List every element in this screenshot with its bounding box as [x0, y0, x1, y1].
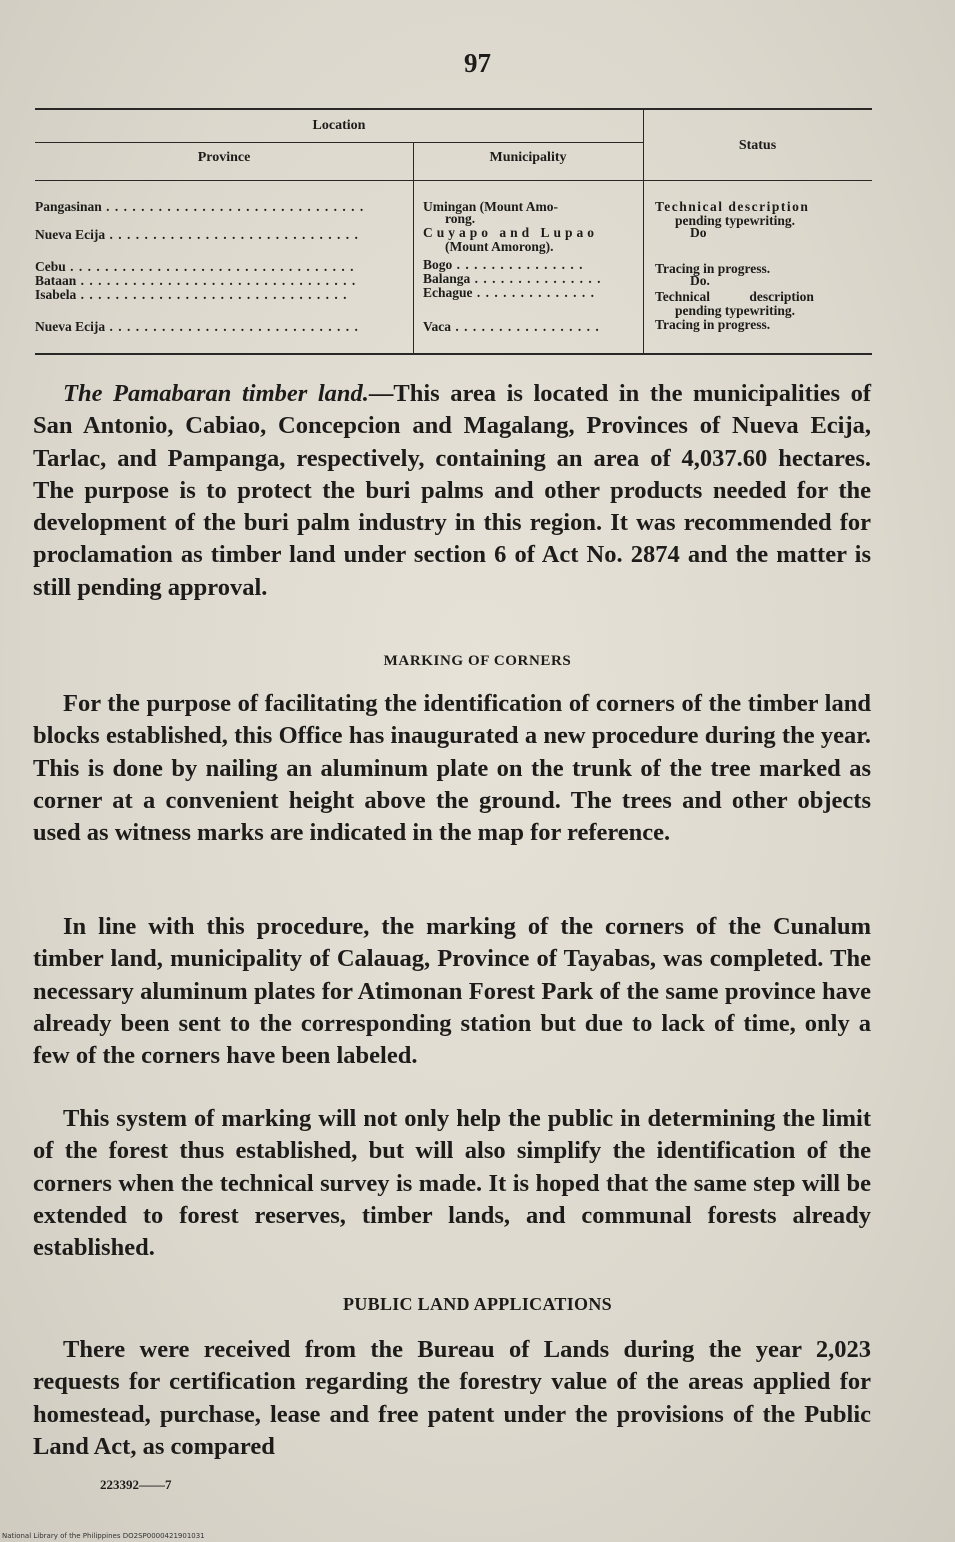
paragraph-body: —This area is located in the municipalities of San Antonio, Cabiao, Concepcion and Magalang, Provinces of Nueva Ecija, Tarlac, and Pampanga, respectively, containing an area of 4,037.60 hectares. The purpose is to protect the buri palms and other products needed for the development of the buri palm industry in this region. It was recommended for proclamation as timber land under section 6 of Act No. 2874 and the matter is still pending approval.	[33, 380, 871, 601]
province-cell: Cebu . . . . . . . . . . . . . . . . . . . . . . . . . . . . . . . . .	[35, 259, 355, 274]
header-province: Province	[197, 150, 251, 165]
municipality-cell: rong.	[445, 211, 476, 226]
status-cell: pending typewriting.	[675, 213, 796, 228]
paragraph-pamabaran	[33, 378, 871, 604]
status-cell: Tracing in progress.	[655, 261, 771, 276]
municipality-cell: Cuyapo and Lupao	[423, 225, 599, 240]
column-divider-2	[643, 110, 644, 353]
municipality-cell: Umingan (Mount Amo-	[423, 199, 559, 214]
municipality-cell: Vaca . . . . . . . . . . . . . . . . .	[423, 319, 600, 334]
municipality-cell: (Mount Amorong).	[445, 239, 554, 254]
province-cell: Bataan . . . . . . . . . . . . . . . . . . . . . . . . . . . . . . . .	[35, 273, 357, 288]
province-cell: Pangasinan . . . . . . . . . . . . . . . . . . . . . . . . . . . . . .	[35, 199, 365, 214]
location-underline	[35, 142, 643, 143]
footer-code: 223392——7	[100, 1477, 172, 1492]
municipality-cell: Balanga . . . . . . . . . . . . . . .	[423, 271, 602, 286]
paragraph-marking-procedure: For the purpose of facilitating the identification of corners of the timber land blocks established, this Office has inaugurated a new procedure during the year. This is done by nailing an aluminum plate on the trunk of the tree marked as corner at a convenient height above the ground. The trees and other objects used as witness marks are indicated in the map for reference.	[33, 690, 871, 847]
paragraph-system: This system of marking will not only help the public in determining the limit of the forest thus established, but will also simplify the identification of the corners when the technical survey is made. It is hoped that the same step will be extended to forest reserves, timber lands, and communal forests already established.	[33, 1105, 871, 1262]
table-top-rule	[35, 108, 872, 110]
header-bottom-rule	[35, 180, 872, 181]
status-cell: Technical description	[655, 199, 810, 214]
municipality-cell: Bogo . . . . . . . . . . . . . . .	[423, 257, 584, 272]
header-location: Location	[312, 118, 366, 133]
province-cell: Nueva Ecija . . . . . . . . . . . . . . . . . . . . . . . . . . . . .	[35, 227, 359, 242]
section-heading-public-land: PUBLIC LAND APPLICATIONS	[343, 1294, 612, 1314]
status-cell: pending typewriting.	[675, 303, 796, 318]
status-cell: Do.	[690, 273, 710, 288]
header-municipality: Municipality	[489, 150, 567, 165]
municipality-cell: Echague . . . . . . . . . . . . . .	[423, 285, 596, 300]
paragraph-cunalum: In line with this procedure, the marking of the corners of the Cunalum timber land, municipality of Calauag, Province of Tayabas, was completed. The necessary aluminum plates for Atimonan Forest Park of the same province have already been sent to the corresponding station but due to lack of time, only a few of the corners have been labeled.	[33, 913, 871, 1070]
header-status: Status	[738, 138, 777, 153]
section-heading-marking: MARKING OF CORNERS	[383, 653, 572, 669]
status-cell: Tracing in progress.	[655, 317, 771, 332]
status-cell: Do	[690, 225, 707, 240]
column-divider-1	[413, 143, 414, 353]
province-cell: Isabela . . . . . . . . . . . . . . . . . . . . . . . . . . . . . . .	[35, 287, 348, 302]
page-number: 97	[464, 48, 491, 78]
paragraph-public-land: There were received from the Bureau of Lands during the year 2,023 requests for certification regarding the forestry value of the areas applied for homestead, purchase, lease and free patent under the provisions of the Public Land Act, as compared	[33, 1336, 871, 1460]
table-bottom-rule	[35, 353, 872, 355]
province-cell: Nueva Ecija . . . . . . . . . . . . . . . . . . . . . . . . . . . . .	[35, 319, 359, 334]
library-watermark: National Library of the Philippines DO2SP0000421901031	[2, 1532, 205, 1540]
paragraph-lead: The Pamabaran timber land.	[63, 380, 369, 407]
status-cell: Technical description	[655, 289, 814, 304]
